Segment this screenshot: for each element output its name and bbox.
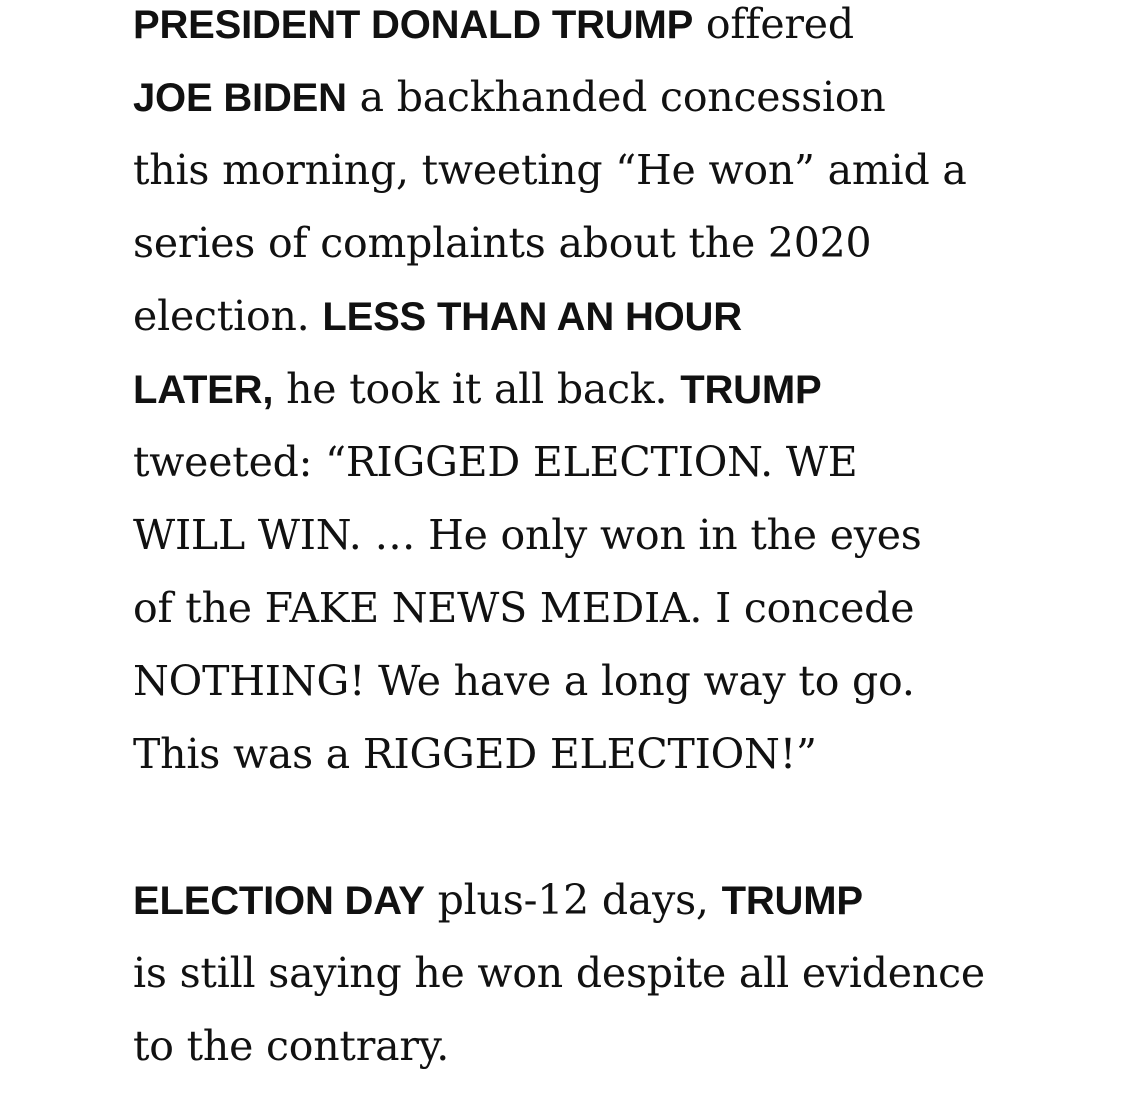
text-line xyxy=(133,730,817,803)
text-line xyxy=(133,584,914,657)
body-text: election. xyxy=(133,292,323,340)
text-line xyxy=(133,219,871,292)
text-line xyxy=(133,657,915,730)
body-text: This was a RIGGED ELECTION!” xyxy=(133,730,817,778)
text-line xyxy=(133,73,886,146)
body-text: NOTHING! We have a long way to go. xyxy=(133,657,915,705)
body-text: tweeted: “RIGGED ELECTION. WE xyxy=(133,438,858,486)
text-line xyxy=(133,0,854,73)
bold-phrase: LATER, xyxy=(133,368,274,412)
body-text: series of complaints about the 2020 xyxy=(133,219,872,267)
text-line xyxy=(133,146,967,219)
bold-name: JOE BIDEN xyxy=(133,76,347,120)
body-text: WILL WIN. … He only won in the eyes xyxy=(133,511,922,559)
bold-name: TRUMP xyxy=(680,368,822,412)
text-line xyxy=(133,365,821,438)
body-text: to the contrary. xyxy=(133,1022,450,1070)
body-text: this morning, tweeting “He won” amid a xyxy=(133,146,967,194)
bold-name: TRUMP xyxy=(721,879,863,923)
text-line xyxy=(133,1022,449,1095)
body-text: offered xyxy=(693,0,854,48)
body-text: plus-12 days, xyxy=(424,876,722,924)
bold-name: PRESIDENT DONALD TRUMP xyxy=(133,3,694,47)
text-line xyxy=(133,949,985,1022)
text-line xyxy=(133,511,922,584)
bold-phrase: LESS THAN AN HOUR xyxy=(322,295,742,339)
bold-phrase: ELECTION DAY xyxy=(133,879,425,923)
body-text: is still saying he won despite all evidence xyxy=(133,949,985,997)
text-line xyxy=(133,292,742,365)
text-line xyxy=(133,438,858,511)
text-line xyxy=(133,876,863,949)
body-text: of the FAKE NEWS MEDIA. I concede xyxy=(133,584,915,632)
body-text: he took it all back. xyxy=(273,365,681,413)
body-text: a backhanded concession xyxy=(346,73,886,121)
